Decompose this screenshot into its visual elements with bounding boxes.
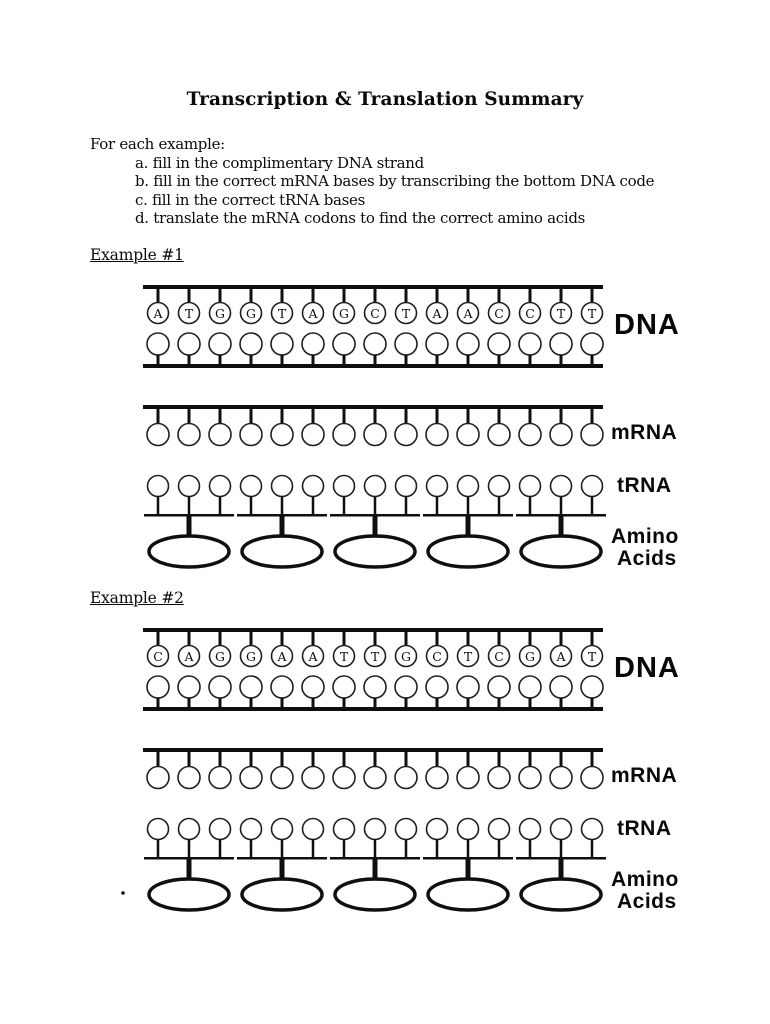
dna-base-letter: T	[463, 649, 473, 664]
dna-complement-blank-circle	[209, 333, 231, 355]
mrna-tick	[343, 752, 346, 767]
amino-acid-stem	[280, 515, 285, 537]
dna-tick	[250, 289, 253, 303]
trna-blank-circle	[396, 476, 417, 497]
trna-tick	[343, 497, 346, 515]
trna-tick	[467, 497, 470, 515]
mrna-tick	[591, 409, 594, 424]
dna-complement-blank-circle	[457, 333, 479, 355]
amino-acid-oval	[335, 536, 415, 567]
mrna-blank-circle	[302, 767, 324, 789]
mrna-rail	[143, 405, 603, 409]
dna-tick	[374, 632, 377, 646]
dna-complement-blank-circle	[209, 676, 231, 698]
dna-base-letter: T	[277, 306, 287, 321]
mrna-blank-circle	[519, 424, 541, 446]
dna-bottom-rail	[143, 364, 603, 368]
example-heading: Example #1	[90, 246, 184, 264]
dna-tick	[560, 355, 563, 365]
dna-tick	[467, 355, 470, 365]
instructions-intro: For each example:	[90, 135, 225, 153]
dna-tick	[560, 632, 563, 646]
dna-tick	[467, 289, 470, 303]
dna-base-letter: T	[370, 649, 380, 664]
dna-tick	[405, 289, 408, 303]
mrna-tick	[312, 409, 315, 424]
dna-tick	[405, 355, 408, 365]
dna-tick	[529, 289, 532, 303]
mrna-blank-circle	[147, 424, 169, 446]
dna-tick	[312, 632, 315, 646]
trna-tick	[219, 497, 222, 515]
trna-blank-circle	[582, 476, 603, 497]
trna-tick	[529, 497, 532, 515]
trna-tick	[188, 497, 191, 515]
trna-tick	[560, 497, 563, 515]
trna-tick	[498, 840, 501, 858]
dna-tick	[529, 355, 532, 365]
mrna-tick	[219, 409, 222, 424]
dna-complement-blank-circle	[147, 333, 169, 355]
dna-base-letter: G	[215, 649, 225, 664]
dna-base-letter: T	[184, 306, 194, 321]
mrna-blank-circle	[364, 424, 386, 446]
dna-base-letter: G	[401, 649, 411, 664]
dna-tick	[219, 355, 222, 365]
trna-blank-circle	[520, 819, 541, 840]
dna-complement-blank-circle	[519, 676, 541, 698]
dna-base-letter: A	[432, 306, 442, 321]
mrna-blank-circle	[333, 767, 355, 789]
dna-complement-blank-circle	[488, 333, 510, 355]
trna-blank-circle	[303, 819, 324, 840]
trna-tick	[219, 840, 222, 858]
trna-tick	[405, 497, 408, 515]
mrna-blank-circle	[364, 767, 386, 789]
mrna-blank-circle	[581, 424, 603, 446]
trna-blank-circle	[551, 476, 572, 497]
mrna-tick	[374, 409, 377, 424]
trna-blank-circle	[396, 819, 417, 840]
mrna-tick	[560, 409, 563, 424]
mrna-label: mRNA	[611, 764, 678, 787]
amino-acids-label: Amino	[611, 525, 679, 548]
mrna-blank-circle	[240, 424, 262, 446]
dna-tick	[219, 289, 222, 303]
mrna-blank-circle	[178, 424, 200, 446]
trna-blank-circle	[489, 819, 510, 840]
dna-tick	[374, 355, 377, 365]
trna-tick	[281, 840, 284, 858]
mrna-tick	[467, 409, 470, 424]
trna-blank-circle	[427, 819, 448, 840]
amino-acid-oval	[428, 536, 508, 567]
dna-tick	[374, 289, 377, 303]
mrna-tick	[157, 752, 160, 767]
mrna-tick	[498, 752, 501, 767]
mrna-blank-circle	[426, 767, 448, 789]
dna-tick	[281, 632, 284, 646]
mrna-blank-circle	[209, 424, 231, 446]
trna-blank-circle	[210, 819, 231, 840]
dna-complement-blank-circle	[178, 333, 200, 355]
example-section-1	[0, 246, 770, 578]
mrna-blank-circle	[488, 767, 510, 789]
trna-blank-circle	[334, 476, 355, 497]
dna-complement-blank-circle	[395, 333, 417, 355]
dna-complement-blank-circle	[333, 333, 355, 355]
trna-blank-circle	[458, 476, 479, 497]
dna-tick	[436, 355, 439, 365]
trna-blank-circle	[179, 819, 200, 840]
amino-acid-oval	[242, 879, 322, 910]
amino-acid-oval	[242, 536, 322, 567]
trna-tick	[467, 840, 470, 858]
mrna-blank-circle	[426, 424, 448, 446]
dna-complement-blank-circle	[147, 676, 169, 698]
mrna-tick	[281, 752, 284, 767]
trna-blank-circle	[427, 476, 448, 497]
dna-tick	[498, 289, 501, 303]
trna-blank-circle	[365, 819, 386, 840]
mrna-blank-circle	[271, 767, 293, 789]
example-heading: Example #2	[90, 589, 184, 607]
trna-label: tRNA	[617, 817, 672, 840]
dna-complement-blank-circle	[302, 676, 324, 698]
dna-base-letter: A	[556, 649, 566, 664]
dna-tick	[529, 698, 532, 708]
mrna-tick	[498, 409, 501, 424]
trna-tick	[591, 497, 594, 515]
mrna-blank-circle	[519, 767, 541, 789]
trna-tick	[374, 497, 377, 515]
dna-base-letter: C	[494, 649, 504, 664]
mrna-blank-circle	[302, 424, 324, 446]
mrna-rail	[143, 748, 603, 752]
trna-tick	[312, 497, 315, 515]
dna-complement-blank-circle	[488, 676, 510, 698]
trna-blank-circle	[334, 819, 355, 840]
instruction-item-b: b. fill in the correct mRNA bases by transcribing the bottom DNA code	[135, 172, 655, 191]
trna-tick	[157, 497, 160, 515]
dna-tick	[281, 289, 284, 303]
trna-tick	[498, 497, 501, 515]
dna-top-rail	[143, 628, 603, 632]
dna-base-letter: C	[494, 306, 504, 321]
trna-blank-circle	[148, 819, 169, 840]
instruction-item-a: a. fill in the complimentary DNA strand	[135, 153, 424, 172]
dna-tick	[219, 698, 222, 708]
instruction-item-d: d. translate the mRNA codons to find the correct amino acids	[135, 209, 586, 228]
dna-complement-blank-circle	[550, 333, 572, 355]
mrna-blank-circle	[333, 424, 355, 446]
dna-tick	[343, 698, 346, 708]
dna-base-letter: T	[587, 649, 597, 664]
dna-base-letter: G	[215, 306, 225, 321]
mrna-tick	[312, 752, 315, 767]
dna-tick	[374, 698, 377, 708]
dna-tick	[343, 355, 346, 365]
dna-base-letter: T	[401, 306, 411, 321]
dna-base-letter: A	[277, 649, 287, 664]
dna-base-letter: T	[339, 649, 349, 664]
dna-base-letter: C	[432, 649, 442, 664]
trna-tick	[312, 840, 315, 858]
dna-complement-blank-circle	[426, 676, 448, 698]
trna-tick	[157, 840, 160, 858]
mrna-tick	[436, 409, 439, 424]
trna-blank-circle	[210, 476, 231, 497]
dna-tick	[250, 698, 253, 708]
dna-tick	[188, 355, 191, 365]
dna-base-letter: A	[153, 306, 163, 321]
dna-tick	[157, 698, 160, 708]
dna-complement-blank-circle	[364, 333, 386, 355]
trna-blank-circle	[520, 476, 541, 497]
mrna-tick	[591, 752, 594, 767]
amino-acid-oval	[428, 879, 508, 910]
dna-tick	[250, 355, 253, 365]
amino-acid-oval	[149, 879, 229, 910]
amino-acid-stem	[187, 515, 192, 537]
dna-base-letter: G	[339, 306, 349, 321]
mrna-tick	[529, 752, 532, 767]
dna-tick	[157, 355, 160, 365]
trna-label: tRNA	[617, 474, 672, 497]
amino-acids-label: Amino	[611, 868, 679, 891]
instructions-block	[90, 135, 710, 228]
trna-blank-circle	[241, 819, 262, 840]
dna-tick	[436, 289, 439, 303]
dna-tick	[436, 632, 439, 646]
dna-label: DNA	[614, 652, 680, 684]
mrna-tick	[405, 752, 408, 767]
dna-complement-blank-circle	[178, 676, 200, 698]
trna-blank-circle	[148, 476, 169, 497]
trna-blank-circle	[241, 476, 262, 497]
dna-label: DNA	[614, 309, 680, 341]
trna-tick	[250, 497, 253, 515]
amino-acid-oval	[521, 879, 601, 910]
trna-blank-circle	[582, 819, 603, 840]
amino-acids-label: Acids	[617, 890, 677, 913]
mrna-blank-circle	[457, 424, 479, 446]
dna-tick	[281, 698, 284, 708]
dna-complement-blank-circle	[550, 676, 572, 698]
trna-blank-circle	[303, 476, 324, 497]
dna-complement-blank-circle	[240, 676, 262, 698]
dna-tick	[343, 632, 346, 646]
dna-top-rail	[143, 285, 603, 289]
example-section-2	[0, 589, 770, 921]
trna-tick	[436, 497, 439, 515]
dna-tick	[405, 698, 408, 708]
mrna-tick	[250, 409, 253, 424]
mrna-tick	[467, 752, 470, 767]
dna-complement-blank-circle	[581, 333, 603, 355]
mrna-tick	[405, 409, 408, 424]
dna-tick	[467, 632, 470, 646]
dna-tick	[591, 289, 594, 303]
dna-complement-blank-circle	[581, 676, 603, 698]
trna-blank-circle	[179, 476, 200, 497]
dna-complement-blank-circle	[364, 676, 386, 698]
amino-acid-oval	[335, 879, 415, 910]
dna-base-letter: A	[308, 306, 318, 321]
trna-tick	[281, 497, 284, 515]
dna-tick	[467, 698, 470, 708]
amino-acid-stem	[187, 858, 192, 880]
stray-dot	[121, 891, 125, 895]
dna-tick	[312, 355, 315, 365]
trna-blank-circle	[272, 476, 293, 497]
dna-base-letter: G	[246, 649, 256, 664]
trna-blank-circle	[272, 819, 293, 840]
dna-tick	[281, 355, 284, 365]
trna-blank-circle	[365, 476, 386, 497]
trna-tick	[405, 840, 408, 858]
dna-tick	[591, 632, 594, 646]
dna-tick	[436, 698, 439, 708]
mrna-tick	[188, 409, 191, 424]
mrna-blank-circle	[550, 767, 572, 789]
dna-tick	[250, 632, 253, 646]
dna-tick	[591, 355, 594, 365]
dna-tick	[560, 698, 563, 708]
page-title: Transcription & Translation Summary	[186, 89, 584, 110]
mrna-tick	[157, 409, 160, 424]
dna-complement-blank-circle	[271, 333, 293, 355]
amino-acid-stem	[466, 858, 471, 880]
dna-tick	[498, 355, 501, 365]
dna-tick	[219, 632, 222, 646]
dna-base-letter: T	[587, 306, 597, 321]
mrna-blank-circle	[395, 767, 417, 789]
trna-tick	[560, 840, 563, 858]
dna-complement-blank-circle	[271, 676, 293, 698]
mrna-tick	[436, 752, 439, 767]
dna-complement-blank-circle	[395, 676, 417, 698]
amino-acid-stem	[559, 858, 564, 880]
instruction-item-c: c. fill in the correct tRNA bases	[135, 190, 366, 209]
mrna-tick	[343, 409, 346, 424]
dna-base-letter: C	[153, 649, 163, 664]
amino-acid-stem	[373, 858, 378, 880]
amino-acid-stem	[466, 515, 471, 537]
mrna-blank-circle	[395, 424, 417, 446]
dna-tick	[591, 698, 594, 708]
dna-complement-blank-circle	[426, 333, 448, 355]
amino-acid-stem	[280, 858, 285, 880]
dna-complement-blank-circle	[519, 333, 541, 355]
dna-tick	[498, 698, 501, 708]
dna-base-letter: C	[525, 306, 535, 321]
trna-tick	[343, 840, 346, 858]
dna-base-letter: A	[463, 306, 473, 321]
mrna-blank-circle	[178, 767, 200, 789]
dna-bottom-rail	[143, 707, 603, 711]
mrna-blank-circle	[147, 767, 169, 789]
mrna-tick	[374, 752, 377, 767]
trna-blank-circle	[489, 476, 510, 497]
dna-base-letter: G	[246, 306, 256, 321]
dna-base-letter: A	[308, 649, 318, 664]
amino-acid-oval	[521, 536, 601, 567]
dna-tick	[188, 289, 191, 303]
dna-complement-blank-circle	[457, 676, 479, 698]
trna-tick	[374, 840, 377, 858]
dna-tick	[312, 698, 315, 708]
dna-tick	[188, 698, 191, 708]
trna-blank-circle	[551, 819, 572, 840]
mrna-tick	[250, 752, 253, 767]
mrna-blank-circle	[457, 767, 479, 789]
trna-blank-circle	[458, 819, 479, 840]
dna-tick	[405, 632, 408, 646]
dna-tick	[343, 289, 346, 303]
dna-complement-blank-circle	[240, 333, 262, 355]
mrna-tick	[560, 752, 563, 767]
dna-complement-blank-circle	[333, 676, 355, 698]
mrna-blank-circle	[581, 767, 603, 789]
dna-tick	[529, 632, 532, 646]
dna-tick	[188, 632, 191, 646]
mrna-blank-circle	[550, 424, 572, 446]
trna-tick	[591, 840, 594, 858]
dna-base-letter: A	[184, 649, 194, 664]
dna-tick	[498, 632, 501, 646]
mrna-tick	[219, 752, 222, 767]
mrna-blank-circle	[488, 424, 510, 446]
mrna-blank-circle	[271, 424, 293, 446]
trna-tick	[188, 840, 191, 858]
amino-acid-oval	[149, 536, 229, 567]
dna-base-letter: G	[525, 649, 535, 664]
dna-base-letter: T	[556, 306, 566, 321]
dna-base-letter: C	[370, 306, 380, 321]
mrna-blank-circle	[209, 767, 231, 789]
mrna-tick	[188, 752, 191, 767]
dna-complement-blank-circle	[302, 333, 324, 355]
mrna-tick	[529, 409, 532, 424]
dna-tick	[312, 289, 315, 303]
mrna-tick	[281, 409, 284, 424]
amino-acids-label: Acids	[617, 547, 677, 570]
dna-tick	[157, 632, 160, 646]
trna-tick	[529, 840, 532, 858]
trna-tick	[436, 840, 439, 858]
dna-tick	[157, 289, 160, 303]
mrna-label: mRNA	[611, 421, 678, 444]
amino-acid-stem	[559, 515, 564, 537]
mrna-blank-circle	[240, 767, 262, 789]
amino-acid-stem	[373, 515, 378, 537]
dna-tick	[560, 289, 563, 303]
trna-tick	[250, 840, 253, 858]
